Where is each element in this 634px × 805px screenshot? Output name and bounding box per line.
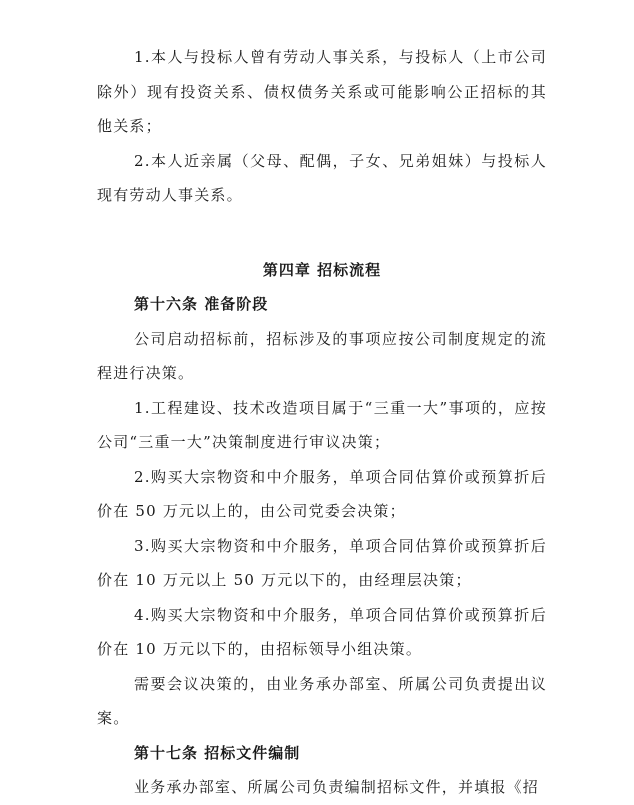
article-16-title: 第十六条 准备阶段 bbox=[134, 295, 269, 313]
article-16-item-2: 2.购买大宗物资和中介服务，单项合同估算价或预算折后价在 50 万元以上的，由公司党委会决策； bbox=[97, 467, 547, 520]
article-17-paragraph: 业务承办部室、所属公司负责编制招标文件，并填报《招 bbox=[134, 778, 540, 796]
article-16-item-1: 1.工程建设、技术改造项目属于“三重一大”事项的，应按公司“三重一大”决策制度进行审议决策； bbox=[97, 398, 547, 451]
article-16-note: 需要会议决策的，由业务承办部室、所属公司负责提出议案。 bbox=[97, 674, 547, 727]
document-page bbox=[97, 40, 547, 805]
clause-1-paragraph: 1.本人与投标人曾有劳动人事关系，与投标人（上市公司除外）现有投资关系、债权债务关系或可能影响公正招标的其他关系； bbox=[97, 48, 547, 135]
article-17-title: 第十七条 招标文件编制 bbox=[134, 743, 301, 762]
article-16-item-3: 3.购买大宗物资和中介服务，单项合同估算价或预算折后价在 10 万元以上 50 万元以下的，由经理层决策； bbox=[97, 536, 547, 589]
article-16-item-4: 4.购买大宗物资和中介服务，单项合同估算价或预算折后价在 10 万元以下的，由招标领导小组决策。 bbox=[97, 605, 547, 658]
clause-2-paragraph: 2.本人近亲属（父母、配偶，子女、兄弟姐妹）与投标人现有劳动人事关系。 bbox=[97, 151, 547, 204]
article-16-intro: 公司启动招标前，招标涉及的事项应按公司制度规定的流程进行决策。 bbox=[97, 329, 547, 382]
chapter-title: 第四章 招标流程 bbox=[262, 260, 382, 279]
